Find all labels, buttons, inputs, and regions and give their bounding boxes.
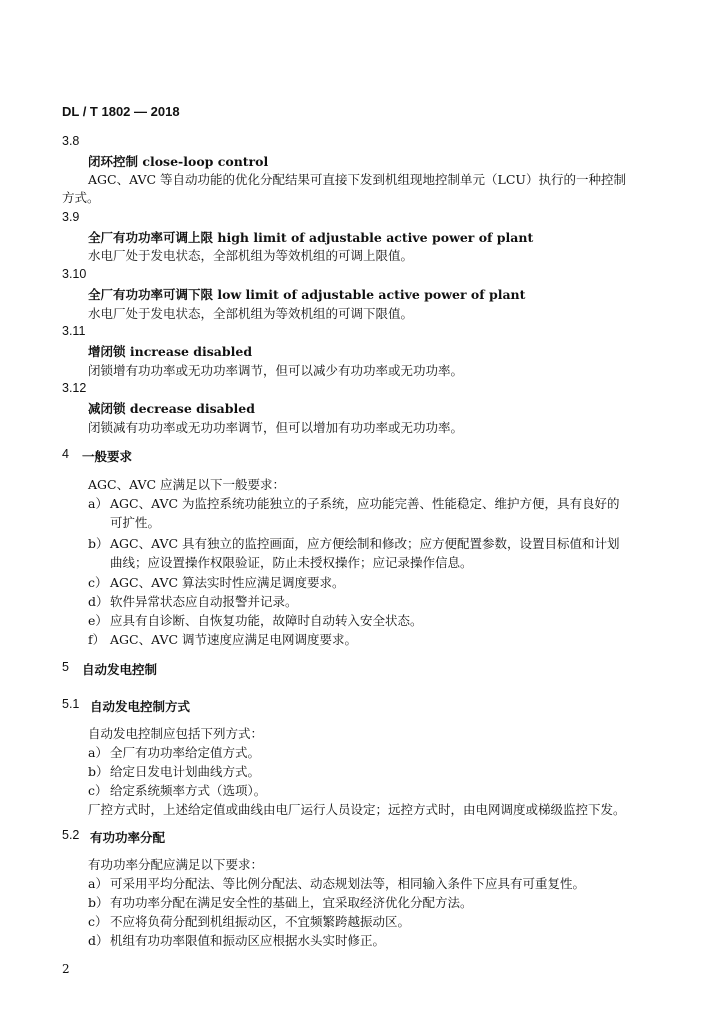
list-item <box>88 494 620 512</box>
subsection-title: 自动发电控制方式 <box>90 699 191 714</box>
list-item-text-continued: 曲线；应设置操作权限验证，防止未授权操作；应记录操作信息。 <box>110 555 473 570</box>
term-definition: 水电厂处于发电状态，全部机组为等效机组的可调上限值。 <box>88 248 414 263</box>
list-item <box>88 592 298 610</box>
list-item-text: 软件异常状态应自动报警并记录。 <box>110 594 298 609</box>
list-item <box>88 762 260 780</box>
list-item-text: 机组有功功率限值和振动区应根据水头实时修正。 <box>110 933 386 948</box>
list-marker: b） <box>88 764 109 779</box>
list-marker: c） <box>88 914 108 929</box>
term-title: 闭环控制 close-loop control <box>88 154 269 169</box>
list-item <box>88 874 585 892</box>
term-number: 3.11 <box>62 324 86 338</box>
term-definition: 闭锁减有功功率或无功功率调节，但可以增加有功功率或无功功率。 <box>88 420 464 435</box>
list-marker: c） <box>88 575 108 590</box>
term-number: 3.9 <box>62 210 80 224</box>
term-definition: 水电厂处于发电状态，全部机组为等效机组的可调下限值。 <box>88 306 414 321</box>
subsection-note: 厂控方式时，上述给定值或曲线由电厂运行人员设定；远控方式时，由电网调度或梯级监控下发。 <box>88 802 626 817</box>
list-item <box>88 611 423 629</box>
list-marker: c） <box>88 783 108 798</box>
list-item-text: 给定系统频率方式（选项）。 <box>110 783 267 798</box>
term-number: 3.8 <box>62 134 80 148</box>
list-marker: e） <box>88 613 108 628</box>
list-marker: f） <box>88 632 106 647</box>
subsection-intro: 自动发电控制应包括下列方式： <box>88 726 264 741</box>
list-item <box>88 893 473 911</box>
list-item-text: 有功功率分配在满足安全性的基础上，宜采取经济优化分配方法。 <box>110 895 473 910</box>
section-intro: AGC、AVC 应满足以下一般要求： <box>88 477 286 492</box>
list-item <box>88 534 620 552</box>
list-item-text: AGC、AVC 算法实时性应满足调度要求。 <box>110 575 345 590</box>
term-definition: 闭锁增有功功率或无功功率调节，但可以减少有功功率或无功功率。 <box>88 363 464 378</box>
term-number: 3.12 <box>62 381 87 395</box>
term-title: 全厂有功功率可调上限 high limit of adjustable active power of plant <box>88 230 534 245</box>
document-header-id: DL / T 1802 — 2018 <box>62 104 180 119</box>
list-item-text: 给定日发电计划曲线方式。 <box>110 764 261 779</box>
list-item-text: AGC、AVC 调节速度应满足电网调度要求。 <box>110 632 358 647</box>
section-number: 5 <box>62 660 69 674</box>
subsection-intro: 有功功率分配应满足以下要求： <box>88 857 264 872</box>
term-number: 3.10 <box>62 267 87 281</box>
term-title: 全厂有功功率可调下限 low limit of adjustable active power of plant <box>88 287 526 302</box>
list-item-text: 应具有自诊断、自恢复功能，故障时自动转入安全状态。 <box>110 613 423 628</box>
section-title: 一般要求 <box>82 449 133 464</box>
list-item-text: AGC、AVC 具有独立的监控画面，应方便绘制和修改；应方便配置参数，设置目标值和计划 <box>110 536 620 551</box>
section-title: 自动发电控制 <box>82 662 158 677</box>
list-marker: a） <box>88 876 108 891</box>
list-item-text: AGC、AVC 为监控系统功能独立的子系统，应功能完善、性能稳定、维护方便，具有良好的 <box>110 496 620 511</box>
list-marker: d） <box>88 594 109 609</box>
subsection-number: 5.2 <box>62 828 80 842</box>
page-number: 2 <box>62 962 70 976</box>
list-marker: a） <box>88 496 108 511</box>
list-item <box>88 573 345 591</box>
term-title: 增闭锁 increase disabled <box>88 344 253 359</box>
list-item-text-continued: 可扩性。 <box>110 515 161 530</box>
list-item <box>88 743 260 761</box>
list-item-text: 全厂有功功率给定值方式。 <box>110 745 261 760</box>
list-item-text: 不应将负荷分配到机组振动区，不宜频繁跨越振动区。 <box>110 914 411 929</box>
list-item-text: 可采用平均分配法、等比例分配法、动态规划法等，相同输入条件下应具有可重复性。 <box>110 876 586 891</box>
list-marker: b） <box>88 895 109 910</box>
list-item <box>88 931 385 949</box>
list-marker: a） <box>88 745 108 760</box>
term-definition-continued: 方式。 <box>62 190 100 205</box>
section-number: 4 <box>62 447 69 461</box>
term-title: 减闭锁 decrease disabled <box>88 401 255 416</box>
subsection-number: 5.1 <box>62 697 80 711</box>
list-item <box>88 630 357 648</box>
list-marker: d） <box>88 933 109 948</box>
list-marker: b） <box>88 536 109 551</box>
list-item <box>88 781 266 799</box>
list-item <box>88 912 410 930</box>
subsection-title: 有功功率分配 <box>90 830 166 845</box>
term-definition: AGC、AVC 等自动功能的优化分配结果可直接下发到机组现地控制单元（LCU）执行的一种控制 <box>88 172 626 187</box>
